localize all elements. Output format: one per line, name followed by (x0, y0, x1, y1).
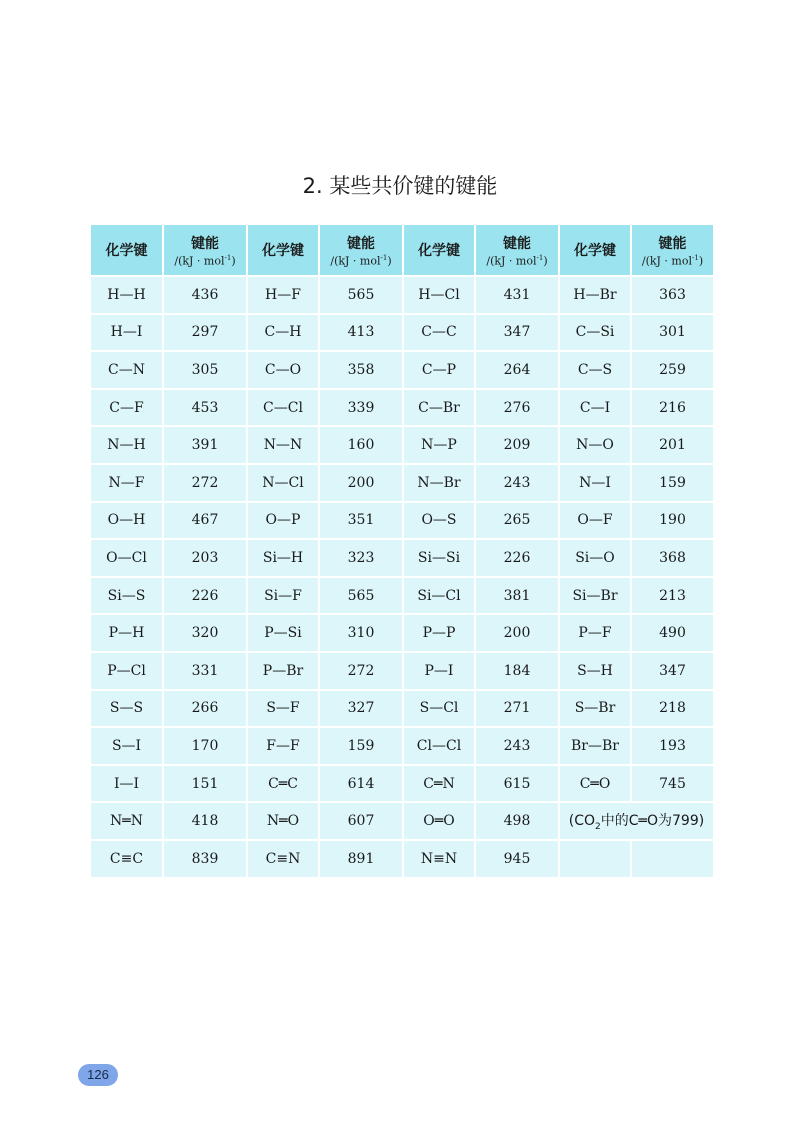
bond-cell: N—P (403, 426, 475, 464)
bond-cell: C—H (247, 314, 319, 352)
energy-cell: 266 (163, 690, 247, 728)
co2-note (559, 802, 713, 840)
header-bond: 化学键 (247, 225, 319, 276)
bond-cell: C—C (403, 314, 475, 352)
energy-cell: 160 (319, 426, 403, 464)
energy-cell: 347 (475, 314, 559, 352)
bond-cell: C≡C (91, 840, 163, 878)
table-row (91, 802, 713, 840)
bond-cell: N—N (247, 426, 319, 464)
bond-cell: C—Si (559, 314, 631, 352)
bond-cell: Si—Br (559, 577, 631, 615)
note-prefix: (CO (568, 813, 596, 830)
table-header-row (91, 225, 713, 276)
header-energy-label: 键能 (658, 235, 687, 252)
energy-cell: 891 (319, 840, 403, 878)
table-row (91, 840, 713, 878)
empty-cell (559, 840, 631, 878)
table-row (91, 539, 713, 577)
bond-cell: C≡N (247, 840, 319, 878)
energy-cell: 243 (475, 464, 559, 502)
energy-cell: 305 (163, 351, 247, 389)
bond-cell: P—F (559, 614, 631, 652)
bond-cell: N—O (559, 426, 631, 464)
bond-cell: C—F (91, 389, 163, 427)
energy-cell: 301 (631, 314, 713, 352)
bond-cell: P—Cl (91, 652, 163, 690)
bond-cell: S—Br (559, 690, 631, 728)
energy-cell: 615 (475, 765, 559, 803)
bond-cell: P—I (403, 652, 475, 690)
energy-cell: 565 (319, 577, 403, 615)
bond-cell: C—O (247, 351, 319, 389)
bond-cell: I—I (91, 765, 163, 803)
bond-cell: N═O (247, 802, 319, 840)
energy-cell: 498 (475, 802, 559, 840)
energy-cell: 565 (319, 276, 403, 314)
energy-cell: 159 (319, 727, 403, 765)
energy-cell: 159 (631, 464, 713, 502)
header-bond: 化学键 (91, 225, 163, 276)
energy-cell: 297 (163, 314, 247, 352)
energy-cell: 327 (319, 690, 403, 728)
energy-cell: 467 (163, 502, 247, 540)
bond-cell: P—H (91, 614, 163, 652)
energy-cell: 839 (163, 840, 247, 878)
energy-cell: 490 (631, 614, 713, 652)
energy-cell: 151 (163, 765, 247, 803)
energy-cell: 203 (163, 539, 247, 577)
bond-cell: C—P (403, 351, 475, 389)
table-row (91, 727, 713, 765)
bond-cell: Si—Si (403, 539, 475, 577)
energy-cell: 323 (319, 539, 403, 577)
energy-cell: 453 (163, 389, 247, 427)
table-row (91, 502, 713, 540)
table-row (91, 690, 713, 728)
bond-cell: O—Cl (91, 539, 163, 577)
bond-cell: N≡N (403, 840, 475, 878)
energy-cell: 226 (475, 539, 559, 577)
table-row (91, 614, 713, 652)
table-row (91, 652, 713, 690)
energy-cell: 331 (163, 652, 247, 690)
unit-exponent: -1 (536, 253, 544, 262)
bond-cell: Si—O (559, 539, 631, 577)
bond-cell: Si—Cl (403, 577, 475, 615)
bond-cell: Si—S (91, 577, 163, 615)
energy-cell: 272 (319, 652, 403, 690)
energy-cell: 218 (631, 690, 713, 728)
bond-cell: O—S (403, 502, 475, 540)
bond-cell: O—H (91, 502, 163, 540)
energy-cell: 436 (163, 276, 247, 314)
unit-suffix: ) (231, 254, 236, 268)
energy-cell: 363 (631, 276, 713, 314)
energy-cell: 745 (631, 765, 713, 803)
header-bond: 化学键 (403, 225, 475, 276)
energy-cell: 418 (163, 802, 247, 840)
energy-cell: 190 (631, 502, 713, 540)
energy-cell: 368 (631, 539, 713, 577)
bond-cell: N—Cl (247, 464, 319, 502)
table-row (91, 464, 713, 502)
energy-cell: 272 (163, 464, 247, 502)
note-suffix: 中的C═O为799) (600, 813, 705, 830)
bond-cell: C═N (403, 765, 475, 803)
energy-cell: 358 (319, 351, 403, 389)
header-energy-unit (164, 254, 246, 268)
bond-cell: Br—Br (559, 727, 631, 765)
energy-cell: 226 (163, 577, 247, 615)
bond-cell: O—P (247, 502, 319, 540)
header-energy (475, 225, 559, 276)
energy-cell: 431 (475, 276, 559, 314)
energy-cell: 413 (319, 314, 403, 352)
bond-cell: P—Si (247, 614, 319, 652)
bond-cell: P—P (403, 614, 475, 652)
bond-cell: H—Cl (403, 276, 475, 314)
table-row (91, 314, 713, 352)
energy-cell: 276 (475, 389, 559, 427)
bond-cell: C═O (559, 765, 631, 803)
bond-cell: S—S (91, 690, 163, 728)
energy-cell: 200 (475, 614, 559, 652)
unit-suffix: ) (543, 254, 548, 268)
energy-cell: 310 (319, 614, 403, 652)
header-energy-label: 键能 (191, 235, 219, 252)
bond-cell: H—Br (559, 276, 631, 314)
unit-suffix: ) (698, 254, 704, 268)
bond-cell: N—H (91, 426, 163, 464)
bond-cell: C—I (559, 389, 631, 427)
bond-cell: O—F (559, 502, 631, 540)
header-bond: 化学键 (559, 225, 631, 276)
energy-cell: 259 (631, 351, 713, 389)
bond-cell: S—Cl (403, 690, 475, 728)
energy-cell: 200 (319, 464, 403, 502)
energy-cell: 339 (319, 389, 403, 427)
bond-cell: Cl—Cl (403, 727, 475, 765)
bond-cell: C—S (559, 351, 631, 389)
bond-cell: O═O (403, 802, 475, 840)
bond-cell: Si—F (247, 577, 319, 615)
energy-cell: 320 (163, 614, 247, 652)
energy-cell: 271 (475, 690, 559, 728)
bond-cell: N═N (91, 802, 163, 840)
energy-cell: 614 (319, 765, 403, 803)
note-subscript: 2 (595, 822, 601, 832)
energy-cell: 201 (631, 426, 713, 464)
bond-cell: Si—H (247, 539, 319, 577)
header-energy-unit (320, 254, 402, 268)
bond-cell: N—Br (403, 464, 475, 502)
header-energy (631, 225, 713, 276)
header-energy (163, 225, 247, 276)
bond-cell: H—H (91, 276, 163, 314)
energy-cell: 351 (319, 502, 403, 540)
unit-prefix: /(kJ · mol (174, 254, 225, 268)
unit-exponent: -1 (380, 253, 388, 262)
energy-cell: 170 (163, 727, 247, 765)
header-energy (319, 225, 403, 276)
unit-exponent: -1 (692, 253, 699, 262)
table-row (91, 426, 713, 464)
table-row (91, 276, 713, 314)
bond-cell: C—N (91, 351, 163, 389)
energy-cell: 213 (631, 577, 713, 615)
bond-cell: P—Br (247, 652, 319, 690)
unit-prefix: /(kJ · mol (330, 254, 381, 268)
bond-cell: C—Br (403, 389, 475, 427)
table-row (91, 389, 713, 427)
header-energy-label: 键能 (503, 235, 531, 252)
bond-cell: S—H (559, 652, 631, 690)
energy-cell: 265 (475, 502, 559, 540)
table-row (91, 765, 713, 803)
energy-cell: 184 (475, 652, 559, 690)
page-number: 126 (78, 1064, 118, 1086)
empty-cell (631, 840, 713, 878)
bond-cell: C═C (247, 765, 319, 803)
bond-cell: S—I (91, 727, 163, 765)
bond-cell: C—Cl (247, 389, 319, 427)
bond-cell: H—I (91, 314, 163, 352)
header-energy-unit (632, 254, 713, 268)
energy-cell: 209 (475, 426, 559, 464)
unit-exponent: -1 (224, 253, 232, 262)
bond-cell: N—F (91, 464, 163, 502)
energy-cell: 391 (163, 426, 247, 464)
bond-cell: N—I (559, 464, 631, 502)
bond-energy-table (91, 225, 713, 879)
unit-prefix: /(kJ · mol (641, 254, 692, 268)
bond-cell: S—F (247, 690, 319, 728)
unit-prefix: /(kJ · mol (486, 254, 537, 268)
page-title: 2. 某些共价键的键能 (302, 174, 498, 198)
energy-cell: 945 (475, 840, 559, 878)
header-energy-unit (476, 254, 558, 268)
energy-cell: 216 (631, 389, 713, 427)
energy-cell: 264 (475, 351, 559, 389)
unit-suffix: ) (387, 254, 392, 268)
energy-cell: 193 (631, 727, 713, 765)
bond-cell: F—F (247, 727, 319, 765)
energy-cell: 243 (475, 727, 559, 765)
energy-cell: 607 (319, 802, 403, 840)
table-row (91, 351, 713, 389)
energy-cell: 381 (475, 577, 559, 615)
header-energy-label: 键能 (347, 235, 375, 252)
table-row (91, 577, 713, 615)
energy-cell: 347 (631, 652, 713, 690)
bond-cell: H—F (247, 276, 319, 314)
